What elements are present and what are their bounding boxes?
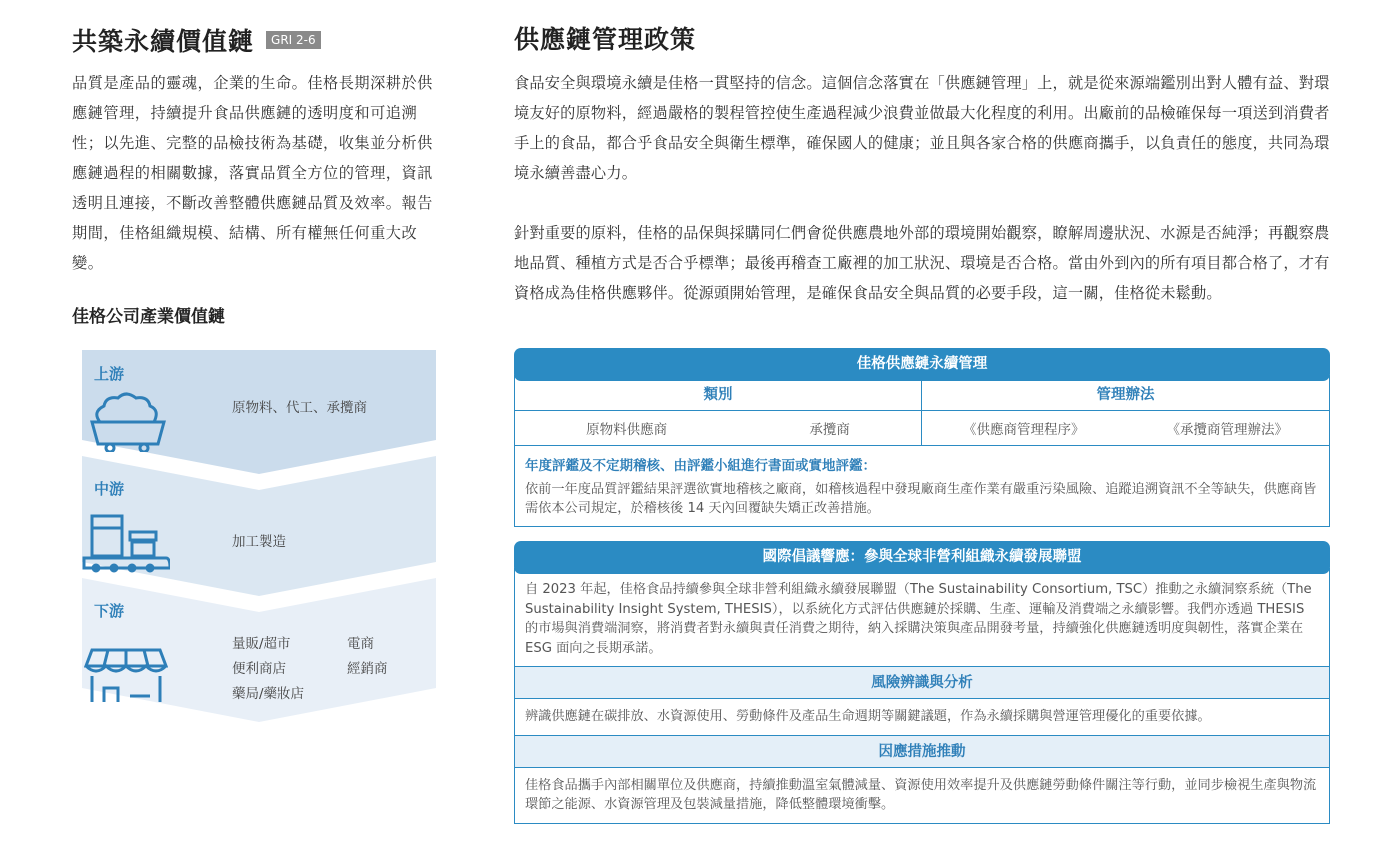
risk-analysis-header: 風險辨識與分析 [515,666,1329,699]
downstream-label: 下游 [94,602,125,620]
risk-analysis-text: 辨識供應鏈在碳排放、水資源使用、勞動條件及產品生命週期等關鍵議題，作為永續採購與營運管理優化的重要依據。 [525,709,1211,724]
table-cell: 《承攬商管理辦法》 [1166,422,1288,438]
column-header-category: 類別 [515,381,922,410]
value-chain-section [72,22,444,327]
policy-title: 供應鏈管理政策 [514,25,697,54]
channel-item: 電商 [347,636,374,652]
method-cells [922,411,1329,445]
evaluation-title: 年度評鑑及不定期稽核、由評鑑小組進行書面或實地評鑑： [525,458,876,474]
channel-item: 便利商店 [232,661,286,677]
table-row [515,411,1329,446]
midstream-label: 中游 [94,480,125,498]
upstream-label: 上游 [94,365,125,383]
policy-paragraph-2: 針對重要的原料，佳格的品保與採購同仁們會從供應農地外部的環境開始觀察，瞭解周邊狀況、水源是否純淨；再觀察農地品質、種植方式是否合乎標準；最後再稽查工廠裡的加工狀況、環境是否合格。當由外到內的所有項目都合格了，才有資格成為佳格供應夥伴。從源頭開始管理，是確保食品安全與品質的必要手段，這一關，佳格從未鬆動。 [514,224,1330,302]
table-body [514,375,1330,527]
storefront-icon [84,646,168,704]
column-header-method: 管理辦法 [1096,387,1155,403]
table-cell: 原物料供應商 [586,422,668,438]
table-header: 佳格供應鏈永續管理 [514,348,1330,381]
evaluation-text: 依前一年度品質評鑑結果評選欲實地稽核之廠商，如稽核過程中發現廠商生產作業有嚴重污染風險、追蹤追溯資訊不全等缺失，供應商皆需依本公司規定，於稽核後 14 天內回覆缺失矯正改善措施。 [525,482,1317,516]
cotton-cart-icon [86,392,170,452]
sustainability-management-table [514,348,1330,527]
upstream-text: 原物料、代工、承攬商 [232,400,367,416]
initiative-header: 國際倡議響應：參與全球非營利組織永續發展聯盟 [514,541,1330,574]
initiative-text: 自 2023 年起，佳格食品持續參與全球非營利組織永續發展聯盟（The Sustainability Consortium, TSC）推動之永續洞察系統（The Sustainability Insight System, THESIS），以系統化方式評估供應鏈於採購、生產、運輸及消費端之永續影響。我們亦透過 THESIS 的市場與消費端洞察，將消費者對永續與責任消費之期待，納入採購決策與產品開發考量，持續強化供應鏈透明度與韌性，落實企業在 ESG 面向之長期承諾。 [525,582,1312,656]
section-title: 共築永續價值鏈 [72,27,255,56]
initiative-body [514,568,1330,824]
table-cell: 《供應商管理程序》 [963,422,1085,438]
value-chain-subtitle: 佳格公司產業價值鏈 [72,307,225,327]
category-cells [515,411,922,445]
factory-conveyor-icon [82,512,170,578]
channel-item: 藥局/藥妝店 [232,686,305,702]
policy-paragraph-1: 食品安全與環境永續是佳格一貫堅持的信念。這個信念落實在「供應鏈管理」上，就是從來源端鑑別出對人體有益、對環境友好的原物料，經過嚴格的製程管控使生產過程減少浪費並做最大化程度的利用。出廠前的品檢確保每一項送到消費者手上的食品，都合乎食品安全與衛生標準，確保國人的健康；並且與各家合格的供應商攜手，以負責任的態度，共同為環境永續善盡心力。 [514,74,1330,182]
response-measures-text: 佳格食品攜手內部相關單位及供應商，持續推動溫室氣體減量、資源使用效率提升及供應鏈勞動條件關注等行動，並同步檢視生產與物流環節之能源、水資源管理及包裝減量措施，降低整體環境衝擊。 [525,777,1317,812]
value-chain-diagram [82,350,436,722]
channel-item: 量販/超市 [232,636,291,652]
midstream-text: 加工製造 [232,534,286,550]
intro-paragraph: 品質是產品的靈魂，企業的生命。佳格長期深耕於供應鏈管理，持續提升食品供應鏈的透明度和可追溯性；以先進、完整的品檢技術為基礎，收集並分析供應鏈過程的相關數據，落實品質全方位的管理，資訊透明且連接，不斷改善整體供應鏈品質及效率。報告期間，佳格組織規模、結構、所有權無任何重大改變。 [72,74,433,272]
response-measures-header: 因應措施推動 [515,735,1329,768]
channel-item: 經銷商 [347,661,388,677]
downstream-channels [232,632,432,702]
table-cell: 承攬商 [809,422,850,438]
international-initiative-box [514,541,1330,824]
supply-chain-policy-section [514,22,1330,308]
gri-badge: GRI 2-6 [266,31,321,49]
table-column-headers [515,381,1329,411]
